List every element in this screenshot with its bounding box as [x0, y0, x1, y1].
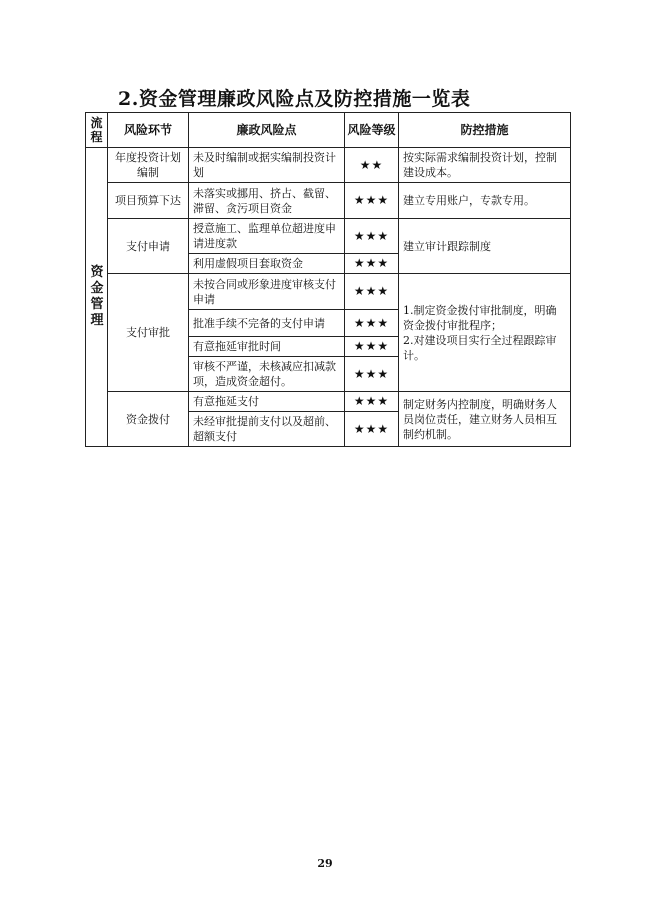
measure-line: 2.对建设项目实行全过程跟踪审计。: [403, 333, 557, 362]
risk-point-cell: 有意拖延审批时间: [189, 337, 345, 357]
measure-line: 1.制定资金拨付审批制度，明确资金拨付审批程序；: [403, 303, 557, 332]
process-cell: [86, 148, 108, 447]
measure-cell: 按实际需求编制投资计划，控制建设成本。: [399, 148, 571, 183]
risk-level-stars: ★★★: [345, 219, 399, 254]
risk-level-stars: ★★★: [345, 412, 399, 447]
risk-level-stars: ★★★: [345, 274, 399, 310]
risk-point-cell: 未经审批提前支付以及超前、超额支付: [189, 412, 345, 447]
stage-cell: 年度投资计划编制: [108, 148, 189, 183]
measure-cell: [399, 274, 571, 392]
header-level: 风险等级: [345, 113, 399, 148]
risk-level-stars: ★★★: [345, 183, 399, 219]
stage-cell: 支付审批: [108, 274, 189, 392]
table-row: [86, 219, 571, 254]
risk-point-cell: 有意拖延支付: [189, 392, 345, 412]
header-measures: 防控措施: [399, 113, 571, 148]
stage-cell: 支付申请: [108, 219, 189, 274]
risk-point-cell: 未及时编制或据实编制投资计划: [189, 148, 345, 183]
risk-level-stars: ★★: [345, 148, 399, 183]
risk-level-stars: ★★★: [345, 357, 399, 392]
table-row: [86, 183, 571, 219]
document-title: 2.资金管理廉政风险点及防控措施一览表: [118, 88, 471, 110]
process-name: 资金管理: [90, 265, 104, 328]
header-process: 流程: [86, 113, 108, 148]
risk-control-table: [85, 112, 571, 447]
stage-cell: 资金拨付: [108, 392, 189, 447]
header-stage: 风险环节: [108, 113, 189, 148]
measure-cell: 建立审计跟踪制度: [399, 219, 571, 274]
risk-point-cell: 授意施工、监理单位超进度申请进度款: [189, 219, 345, 254]
table-row: [86, 148, 571, 183]
risk-level-stars: ★★★: [345, 310, 399, 337]
table-row: [86, 392, 571, 412]
risk-point-cell: 未按合同或形象进度审核支付申请: [189, 274, 345, 310]
table-header-row: [86, 113, 571, 148]
header-risk-point: 廉政风险点: [189, 113, 345, 148]
risk-point-cell: 审核不严谨，未核减应扣减款项，造成资金超付。: [189, 357, 345, 392]
risk-level-stars: ★★★: [345, 337, 399, 357]
risk-level-stars: ★★★: [345, 392, 399, 412]
risk-point-cell: 未落实或挪用、挤占、截留、滞留、贪污项目资金: [189, 183, 345, 219]
measure-cell: 制定财务内控制度，明确财务人员岗位责任，建立财务人员相互制约机制。: [399, 392, 571, 447]
risk-level-stars: ★★★: [345, 254, 399, 274]
table-row: [86, 274, 571, 310]
stage-cell: 项目预算下达: [108, 183, 189, 219]
measure-cell: 建立专用账户，专款专用。: [399, 183, 571, 219]
risk-point-cell: 批准手续不完备的支付申请: [189, 310, 345, 337]
page-number: 29: [317, 857, 333, 870]
risk-point-cell: 利用虚假项目套取资金: [189, 254, 345, 274]
